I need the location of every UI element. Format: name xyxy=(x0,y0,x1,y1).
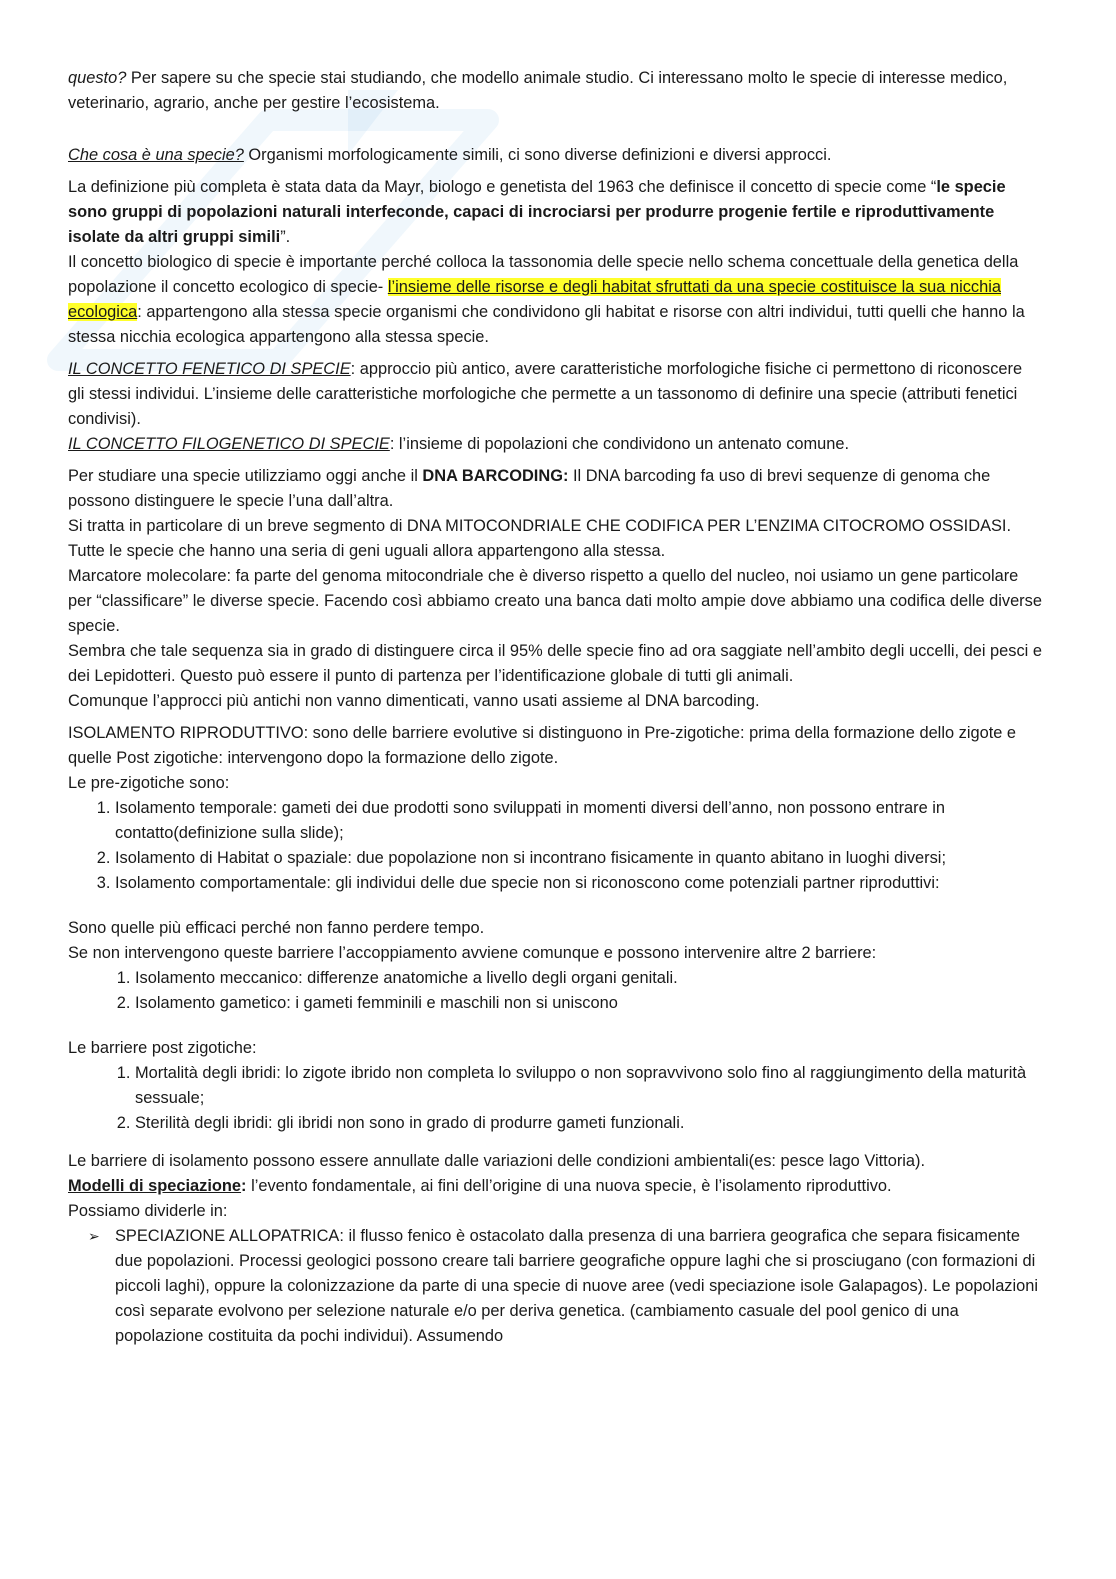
highlighted-text: l’insieme delle risorse e degli habitat sfruttati da una specie costituisce la sua nicchia ecologica xyxy=(68,278,1001,321)
paragraph-text: : appartengono alla stessa specie organismi che condividono gli habitat e risorse con altri individui, tutti quelli che hanno la stessa nicchia ecologica appartengono alla stessa specie. xyxy=(68,303,1025,346)
definition-bold: le specie sono gruppi di popolazioni naturali interfeconde, capaci di incrociarsi per produrre progenie fertile e riproduttivamente isolate da altri gruppi simili xyxy=(68,178,1006,246)
paragraph xyxy=(68,1174,1043,1199)
section-heading: IL CONCETTO FILOGENETICO DI SPECIE xyxy=(68,435,390,453)
numbered-list xyxy=(68,796,1043,896)
list-item: 2. Sterilità degli ibridi: gli ibridi non sono in grado di produrre gameti funzionali. xyxy=(135,1111,1043,1136)
paragraph: Marcatore molecolare: fa parte del genoma mitocondriale che è diverso rispetto a quello del nucleo, noi usiamo un gene particolare per “classificare” le diverse specie. Facendo così abbiamo creato una banca dati molto ampie dove abbiamo una codifica delle diverse specie. xyxy=(68,567,1042,635)
section-heading: Modelli di speciazione xyxy=(68,1177,242,1195)
numbered-list xyxy=(68,966,1043,1016)
paragraph-text: : approccio più antico, avere caratteristiche morfologiche fisiche ci permettono di riconoscere gli stessi individui. L’insieme delle caratteristiche morfologiche che permette a un tassonomo di definire una specie (attributi fenetici condivisi). xyxy=(68,360,1023,428)
paragraph-text: Organismi morfologicamente simili, ci sono diverse definizioni e diversi approcci. xyxy=(243,146,832,164)
paragraph: Sembra che tale sequenza sia in grado di distinguere circa il 95% delle specie fino ad ora saggiate nell’ambito degli uccelli, dei pesci e dei Lepidotteri. Questo può essere il punto di partenza per l’identificazione globale di tutti gli animali. xyxy=(68,642,1042,685)
section-heading: IL CONCETTO FENETICO DI SPECIE xyxy=(68,360,351,378)
paragraph: Si tratta in particolare di un breve segmento di DNA MITOCONDRIALE CHE CODIFICA PER L’ENZIMA CITOCROMO OSSIDASI. Tutte le specie che hanno una seria di geni uguali allora appartengono alla stessa. xyxy=(68,517,1012,560)
paragraph: Le barriere post zigotiche: xyxy=(68,1039,257,1057)
paragraph-text: ”. xyxy=(280,228,291,246)
paragraph: Possiamo dividerle in: xyxy=(68,1202,228,1220)
paragraph xyxy=(68,464,1043,514)
heading-colon: : xyxy=(241,1177,247,1195)
document-body xyxy=(68,66,1043,1349)
paragraph-text: Il DNA barcoding fa uso di brevi sequenze di genoma che possono distinguere le specie l’una dall’altra. xyxy=(68,467,991,510)
paragraph-text: La definizione più completa è stata data da Mayr, biologo e genetista del 1963 che definisce il concetto di specie come “ xyxy=(68,178,937,196)
list-item: 2. Isolamento gametico: i gameti femminili e maschili non si uniscono xyxy=(135,991,1043,1016)
paragraph: Se non intervengono queste barriere l’accoppiamento avviene comunque e possono intervenire altre 2 barriere: xyxy=(68,944,877,962)
numbered-list xyxy=(68,1061,1043,1136)
paragraph xyxy=(68,66,1043,116)
paragraph-text: Per studiare una specie utilizziamo oggi anche il xyxy=(68,467,423,485)
paragraph xyxy=(68,432,1043,457)
list-item: 1. Isolamento temporale: gameti dei due prodotti sono sviluppati in momenti diversi dell’anno, non possono entrare in contatto(definizione sulla slide); xyxy=(115,796,1043,846)
list-item: 3. Isolamento comportamentale: gli individui delle due specie non si riconoscono come potenziali partner riproduttivi: xyxy=(115,871,1043,896)
paragraph xyxy=(68,357,1043,432)
paragraph: ISOLAMENTO RIPRODUTTIVO: sono delle barriere evolutive si distinguono in Pre-zigotiche: prima della formazione dello zigote e quelle Post zigotiche: intervengono dopo la formazione dello zigote. xyxy=(68,724,1017,767)
list-item xyxy=(88,1224,1043,1349)
arrow-bullet-icon: ➢ xyxy=(88,1228,100,1244)
paragraph: Comunque l’approcci più antichi non vanno dimenticati, vanno usati assieme al DNA barcoding. xyxy=(68,692,760,710)
list-item: 1. Mortalità degli ibridi: lo zigote ibrido non completa lo sviluppo o non sopravvivono solo fino al raggiungimento della maturità sessuale; xyxy=(135,1061,1043,1111)
arrow-list xyxy=(68,1224,1043,1349)
paragraph: Sono quelle più efficaci perché non fanno perdere tempo. xyxy=(68,919,485,937)
paragraph xyxy=(68,250,1043,350)
question-text: questo? xyxy=(68,69,127,87)
term-bold: DNA BARCODING: xyxy=(422,467,569,485)
list-item: 1. Isolamento meccanico: differenze anatomiche a livello degli organi genitali. xyxy=(135,966,1043,991)
paragraph: Le barriere di isolamento possono essere annullate dalle variazioni delle condizioni ambientali(es: pesce lago Vittoria). xyxy=(68,1152,926,1170)
question-heading: Che cosa è una specie? xyxy=(68,146,244,164)
paragraph: Le pre-zigotiche sono: xyxy=(68,774,230,792)
paragraph xyxy=(68,143,1043,168)
list-item-text: SPECIAZIONE ALLOPATRICA: il flusso fenico è ostacolato dalla presenza di una barriera geografica che separa fisicamente due popolazioni. Processi geologici possono creare tali barriere geografiche oppure laghi che si prosciugano (con formazioni di piccoli laghi), oppure la colonizzazione da parte di una specie di nuove aree (vedi speciazione isole Galapagos). Le popolazioni così separate evolvono per selezione naturale e/o per deriva genetica. (cambiamento casuale del pool genico di una popolazione costituita da pochi individui). Assumendo xyxy=(115,1227,1039,1345)
paragraph-text: Per sapere su che specie stai studiando, che modello animale studio. Ci interessano molto le specie di interesse medico, veterinario, agrario, anche per gestire l’ecosistema. xyxy=(68,69,1008,112)
paragraph xyxy=(68,175,1043,250)
list-item: 2. Isolamento di Habitat o spaziale: due popolazione non si incontrano fisicamente in quanto abitano in luoghi diversi; xyxy=(115,846,1043,871)
paragraph-text: : l’insieme di popolazioni che condividono un antenato comune. xyxy=(389,435,850,453)
paragraph-text: Il concetto biologico di specie è importante perché colloca la tassonomia delle specie nello schema concettuale della genetica della popolazione il concetto ecologico di specie- xyxy=(68,253,1019,296)
paragraph-text: l’evento fondamentale, ai fini dell’origine di una nuova specie, è l’isolamento riproduttivo. xyxy=(246,1177,892,1195)
